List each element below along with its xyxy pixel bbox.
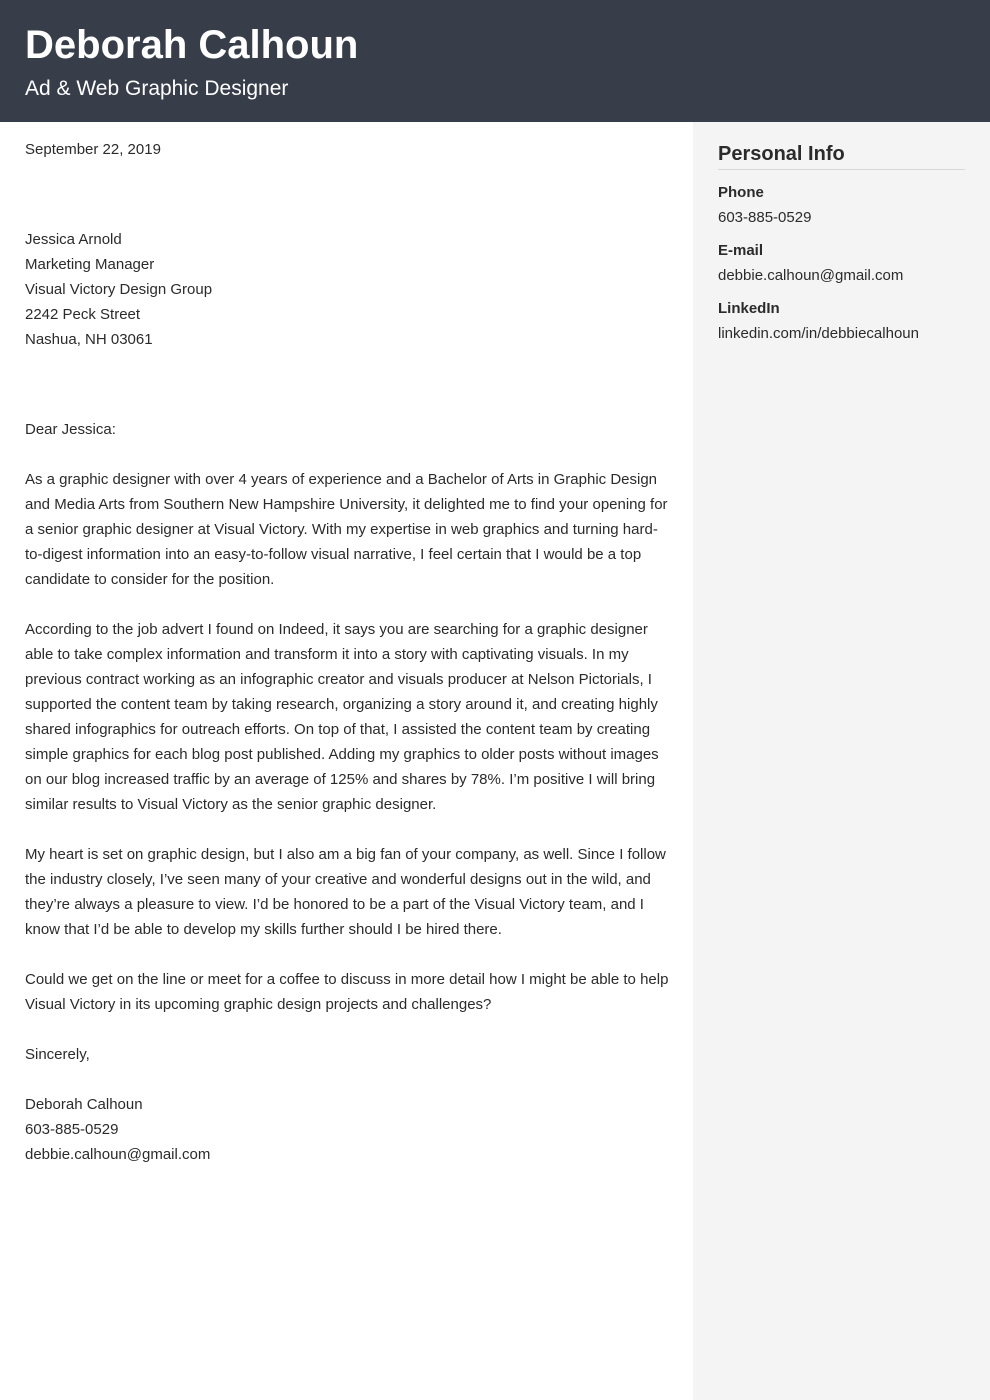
applicant-name: Deborah Calhoun	[25, 23, 359, 67]
personal-info-heading: Personal Info	[718, 142, 965, 170]
info-item-linkedin	[718, 296, 978, 346]
recipient-position: Marketing Manager	[25, 256, 155, 273]
personal-info-sidebar	[693, 122, 990, 1400]
recipient-address	[25, 227, 675, 352]
recipient-company: Visual Victory Design Group	[25, 281, 213, 298]
recipient-name: Jessica Arnold	[25, 231, 122, 248]
info-item-phone	[718, 180, 978, 230]
letter-paragraph-intro: As a graphic designer with over 4 years of experience and a Bachelor of Arts in Graphic Design and Media Arts from Southern New Hampshire University, it delighted me to find your opening for a senior graphic designer at Visual Victory. With my expertise in web graphics and turning hard-to-digest information into an easy-to-follow visual narrative, I feel certain that I would be a top candidate to consider for the position.	[25, 471, 668, 588]
header-banner	[0, 0, 990, 122]
salutation: Dear Jessica:	[25, 421, 116, 438]
signature-block	[25, 1092, 675, 1167]
info-value-email: debbie.calhoun@gmail.com	[718, 267, 904, 284]
info-item-email	[718, 238, 978, 288]
info-value-phone: 603-885-0529	[718, 209, 812, 226]
signature-email: debbie.calhoun@gmail.com	[25, 1146, 211, 1163]
info-label-email: E-mail	[718, 242, 764, 259]
closing: Sincerely,	[25, 1046, 90, 1063]
recipient-city: Nashua, NH 03061	[25, 331, 153, 348]
letter-body-column	[0, 122, 693, 1400]
info-value-linkedin: linkedin.com/in/debbiecalhoun	[718, 325, 919, 342]
letter-paragraph-experience: According to the job advert I found on Indeed, it says you are searching for a graphic designer able to take complex information and transform it into a story with captivating visuals. In my previous contract working as an infographic creator and visuals producer at Nelson Pictorials, I supported the content team by taking research, organizing a story around it, and creating highly shared infographics for outreach efforts. On top of that, I assisted the content team by creating simple graphics for each blog post published. Adding my graphics to older posts without images on our blog increased traffic by an average of 125% and shares by 78%. I’m positive I will bring similar results to Visual Victory as the senior graphic designer.	[25, 621, 659, 813]
cover-letter	[25, 137, 675, 1167]
info-label-linkedin: LinkedIn	[718, 300, 780, 317]
letter-paragraph-motivation: My heart is set on graphic design, but I also am a big fan of your company, as well. Since I follow the industry closely, I’ve seen many of your creative and wonderful designs out in the wild, and they’re always a pleasure to view. I’d be honored to be a part of the Visual Victory team, and I know that I’d be able to develop my skills further should I be hired there.	[25, 846, 666, 938]
applicant-title: Ad & Web Graphic Designer	[25, 77, 289, 100]
info-label-phone: Phone	[718, 184, 764, 201]
letter-date: September 22, 2019	[25, 141, 161, 158]
signature-name: Deborah Calhoun	[25, 1096, 143, 1113]
recipient-street: 2242 Peck Street	[25, 306, 141, 323]
letter-paragraph-call-to-action: Could we get on the line or meet for a coffee to discuss in more detail how I might be able to help Visual Victory in its upcoming graphic design projects and challenges?	[25, 971, 669, 1013]
signature-phone: 603-885-0529	[25, 1121, 119, 1138]
personal-info-list	[718, 180, 978, 354]
